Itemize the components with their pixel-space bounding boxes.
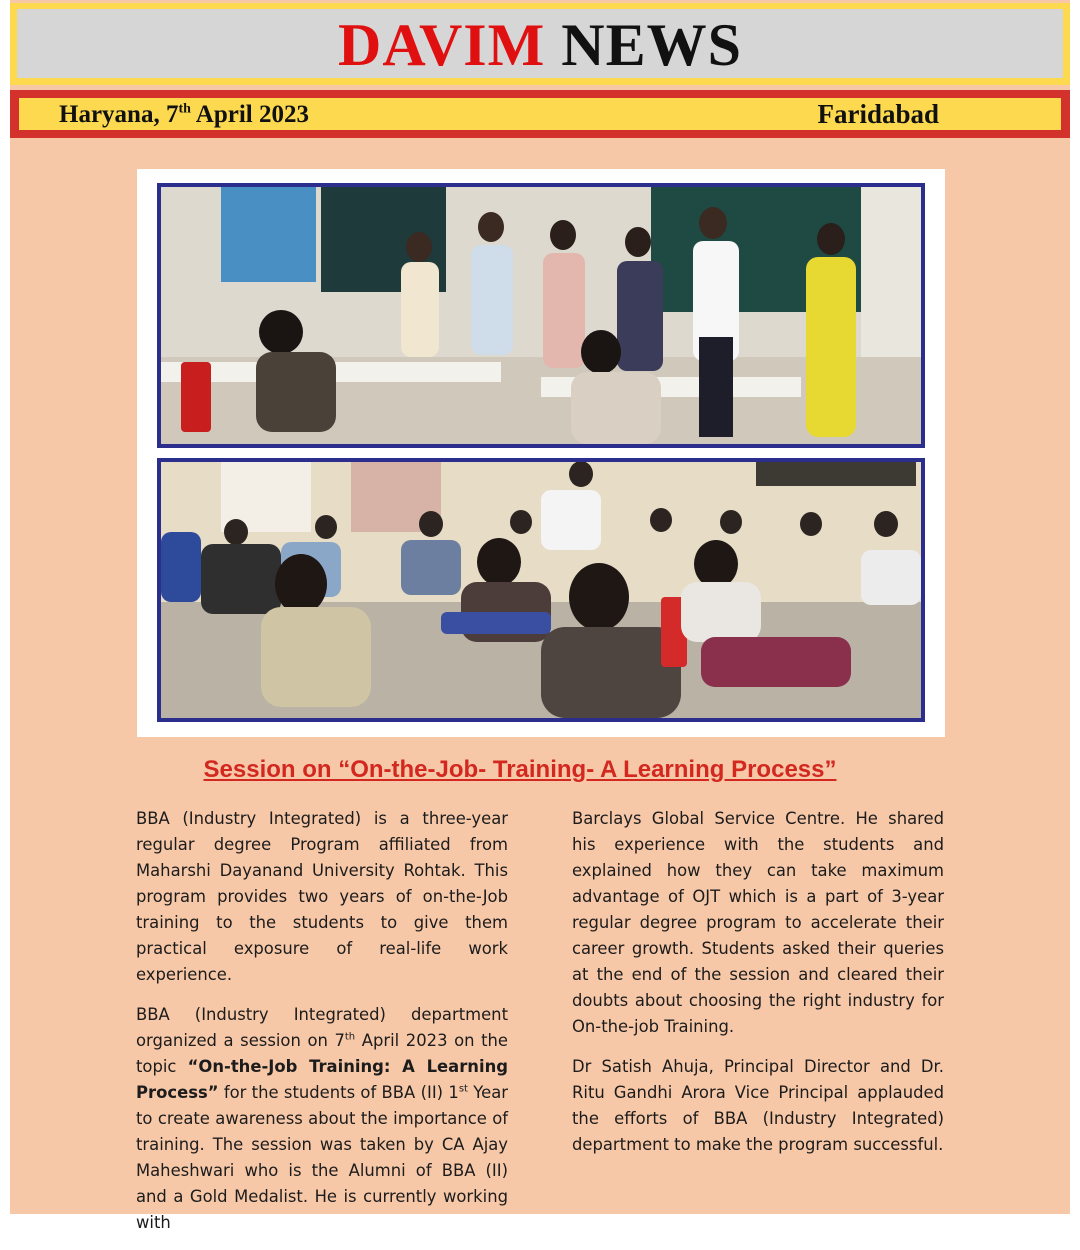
p2-text-a: BBA (Industry Integrated) department organized a session on 7 <box>136 1005 508 1050</box>
masthead <box>10 3 1070 85</box>
photo-1-illustration <box>161 187 921 444</box>
city-label: Faridabad <box>817 99 939 129</box>
dateline-ordinal: th <box>178 101 191 117</box>
paragraph-appreciation: Dr Satish Ahuja, Principal Director and Dr. Ritu Gandhi Arora Vice Principal applauded the efforts of BBA (Industry Integrated) department to make the program successful. <box>572 1057 944 1154</box>
p2-text-c: for the students of BBA (II) 1 <box>218 1083 459 1102</box>
dateline-place: Haryana, 7 <box>59 101 179 128</box>
photo-panel <box>137 169 945 737</box>
article-headline: Session on “On-the-Job- Training- A Learning Process” <box>203 756 837 783</box>
p2-text-b: April 2023 on the topic <box>136 1031 508 1076</box>
photo-faculty-felicitation <box>157 183 925 448</box>
masthead-panel <box>17 9 1063 78</box>
photo-2-illustration <box>161 462 921 718</box>
dateline <box>59 101 309 129</box>
dateline-month-year: April 2023 <box>190 101 309 128</box>
newsletter-title <box>338 11 742 78</box>
article-column-left <box>136 806 508 1250</box>
article-column-right <box>572 806 944 1172</box>
date-bar-panel <box>19 98 1061 130</box>
p2-ordinal-2: st <box>458 1083 468 1095</box>
paragraph-program-intro: BBA (Industry Integrated) is a three-year regular degree Program affiliated from Maharshi Dayanand University Rohtak. This program provides two years of on-the-Job training to the students to give them practical exposure of real-life work experience. <box>136 809 508 984</box>
paragraph-speaker-details: Barclays Global Service Centre. He shared his experience with the students and explained how they can take maximum advantage of OJT which is a part of 3-year regular degree program to accelerate their career growth. Students asked their queries at the end of the session and cleared their doubts about choosing the right industry for On-the-job Training. <box>572 809 944 1036</box>
title-red-part: DAVIM <box>338 11 546 78</box>
paragraph-session-details <box>136 1002 508 1236</box>
p2-session-title: “On-the-Job Training: A Learning Process” <box>136 1057 508 1102</box>
p2-text-d: Year to create awareness about the importance of training. The session was taken by CA Ajay Maheshwari who is the Alumni of BBA (II) and a Gold Medalist. He is currently working with <box>136 1083 508 1232</box>
photo-classroom-session <box>157 458 925 722</box>
p2-ordinal-1: th <box>344 1031 356 1043</box>
title-black-part: NEWS <box>561 11 742 78</box>
date-bar <box>10 90 1070 138</box>
